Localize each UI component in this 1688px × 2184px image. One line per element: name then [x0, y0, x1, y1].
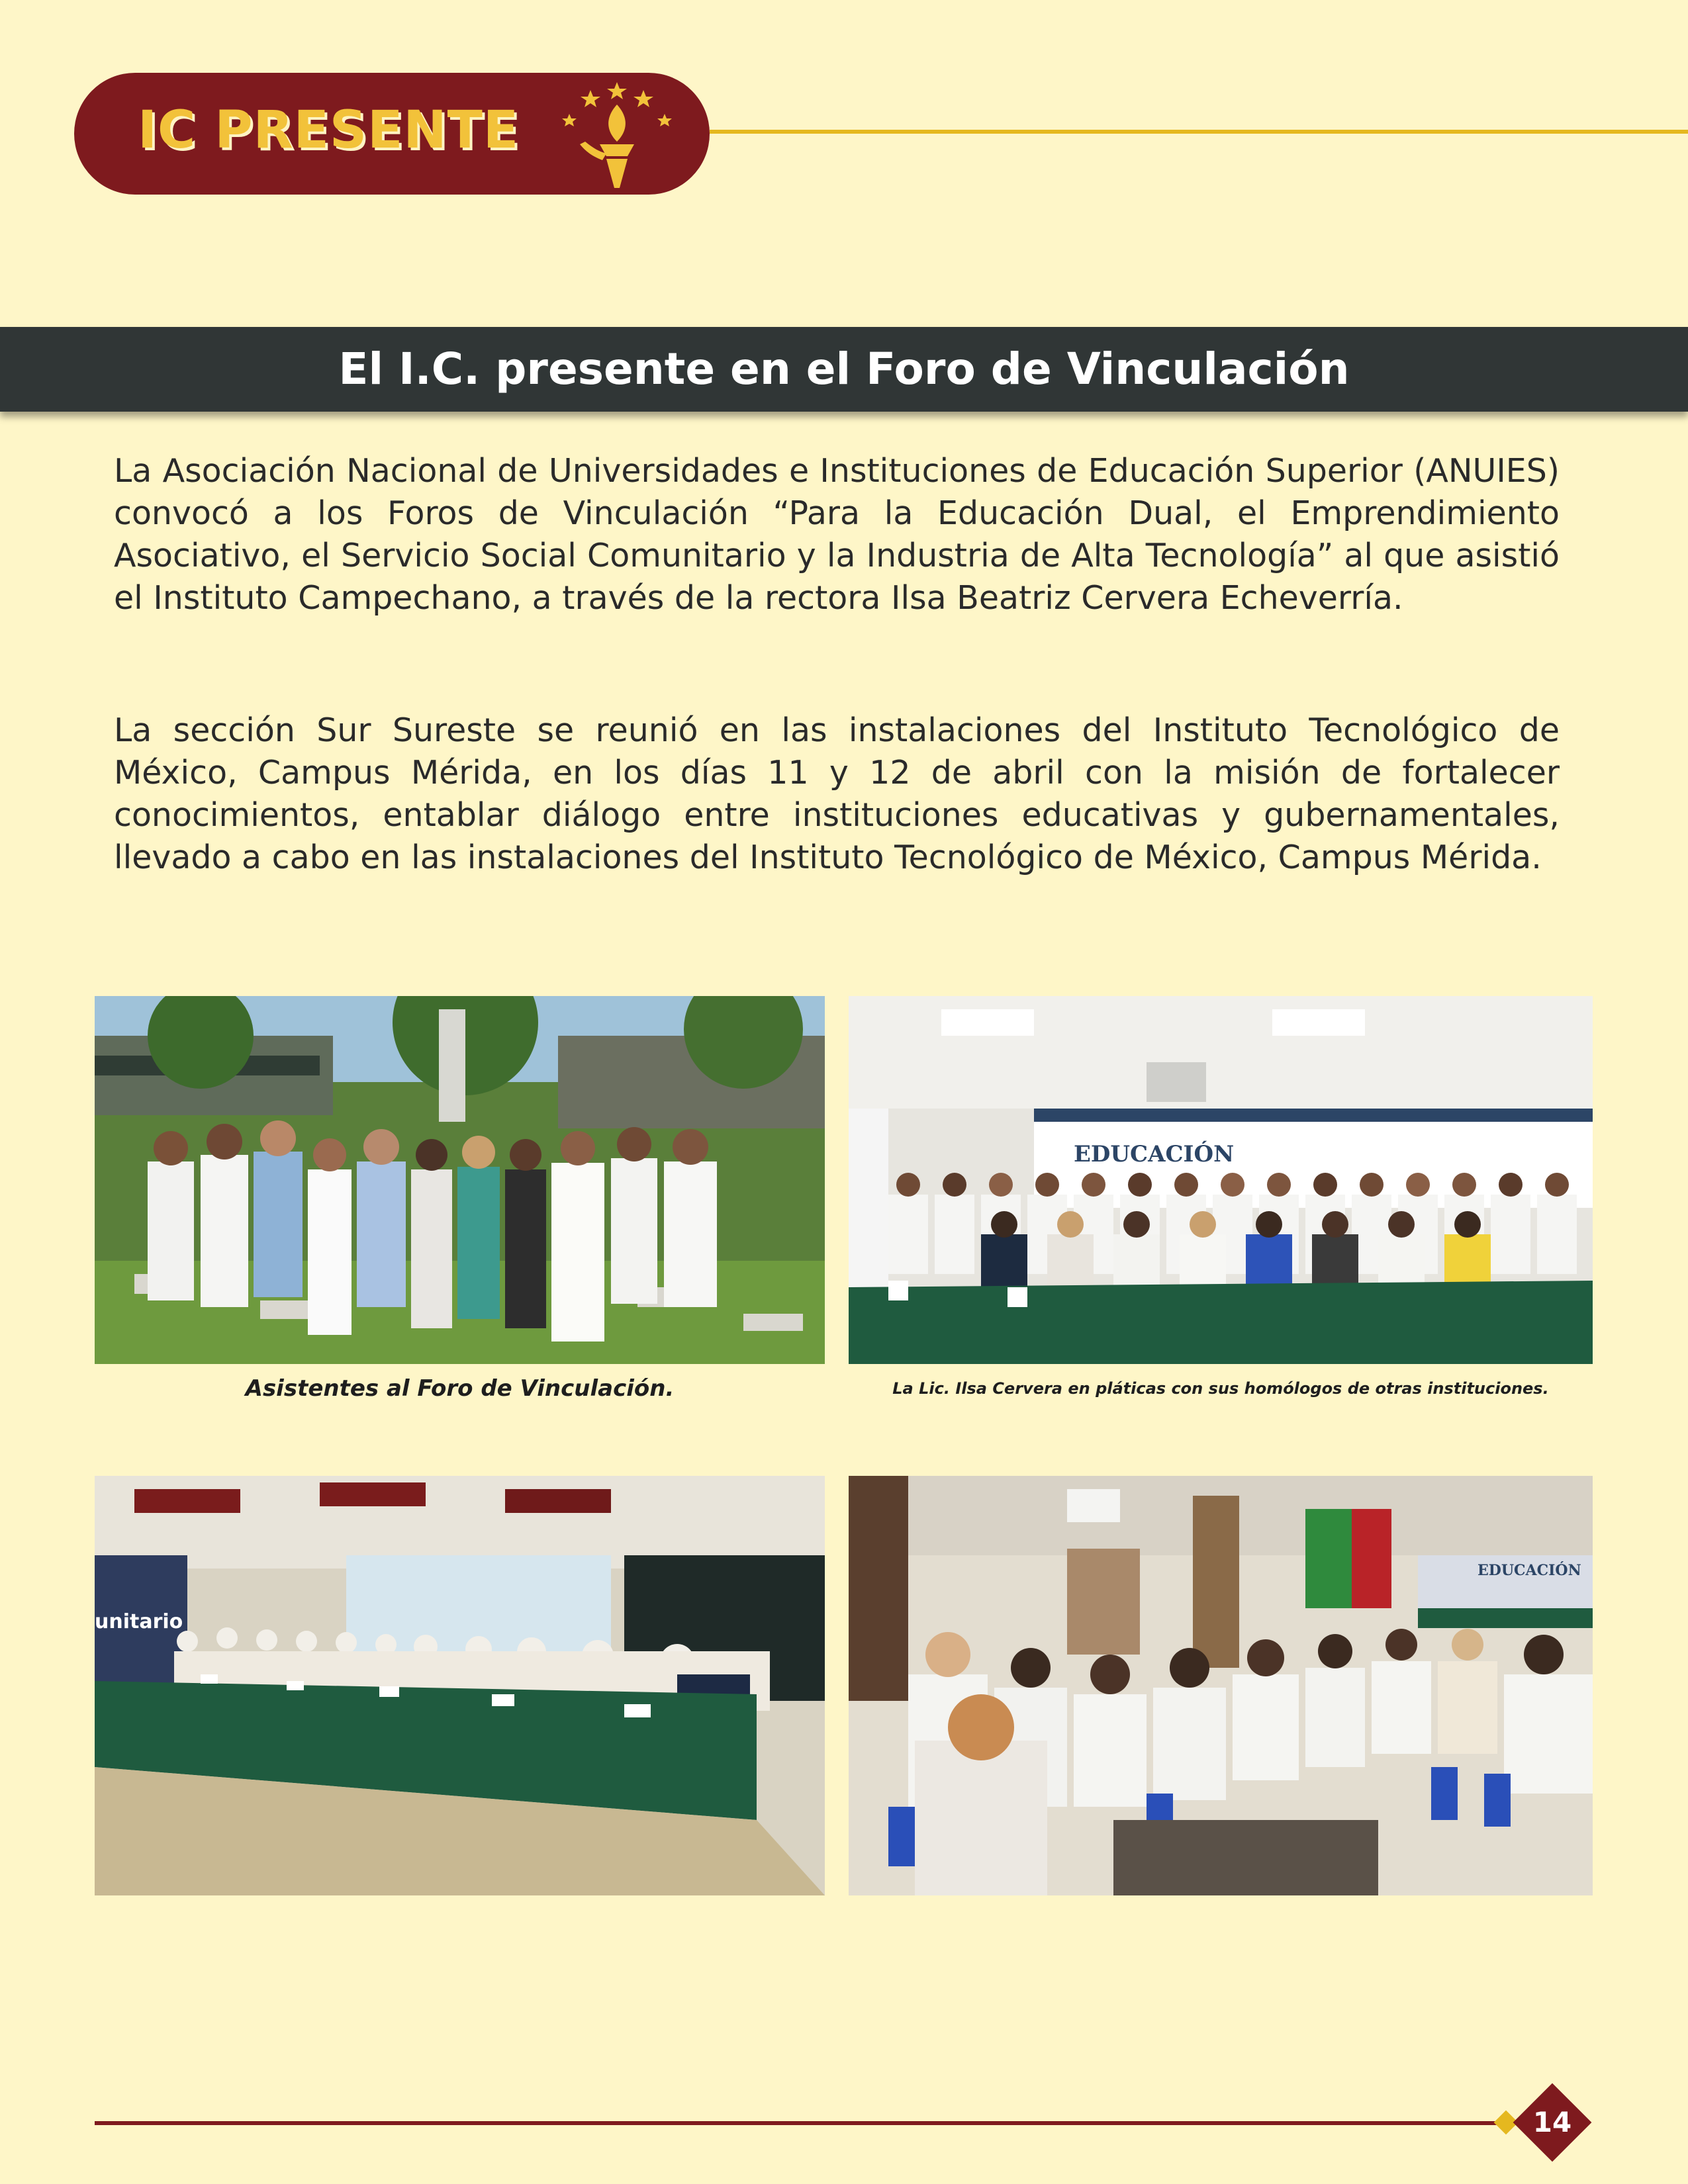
article-paragraph-2: La sección Sur Sureste se reunió en las instalaciones del Instituto Tecnológico de México, Campus Mérida, en los días 11 y 12 de abril con la misión de fortalecer conocimientos, entablar diálogo entre instituciones educativas y gubernamentales, llevado a cabo en las instalaciones del Instituto Tecnológico de México, Campus Mérida.	[114, 711, 1560, 876]
article-title: El I.C. presente en el Foro de Vinculación	[338, 343, 1350, 394]
article-title-band	[0, 327, 1688, 412]
banner-text-educacion: EDUCACIÓN	[1074, 1141, 1235, 1167]
photo-caption-1: Asistentes al Foro de Vinculación.	[245, 1375, 675, 1402]
section-header-pill	[74, 73, 710, 195]
section-label: IC PRESENTE	[138, 101, 520, 160]
photo-audience-seated	[849, 1476, 1593, 1895]
photo-caption-2: La Lic. Ilsa Cervera en pláticas con sus homólogos de otras instituciones.	[892, 1379, 1549, 1398]
torch-icon	[551, 78, 683, 191]
banner-text-educacion-2: EDUCACIÓN	[1477, 1562, 1581, 1579]
photo-rector-with-peers	[849, 996, 1593, 1364]
photo-meeting-tables	[95, 1476, 825, 1895]
header-rule	[710, 130, 1688, 134]
banner-text-unitario: unitario	[95, 1610, 183, 1633]
article-paragraph-1: La Asociación Nacional de Universidades e Instituciones de Educación Superior (ANUIES) convocó a los Foros de Vinculación “Para la Educación Dual, el Emprendimiento Asociativo, el Servicio Social Comunitario y la Industria de Alta Tecnología” al que asistió el Instituto Campechano, a través de la rectora Ilsa Beatriz Cervera Echeverría.	[114, 452, 1560, 617]
footer-rule	[95, 2121, 1498, 2125]
photo-attendees-outdoor	[95, 996, 825, 1364]
page-number: 14	[1532, 2106, 1572, 2138]
